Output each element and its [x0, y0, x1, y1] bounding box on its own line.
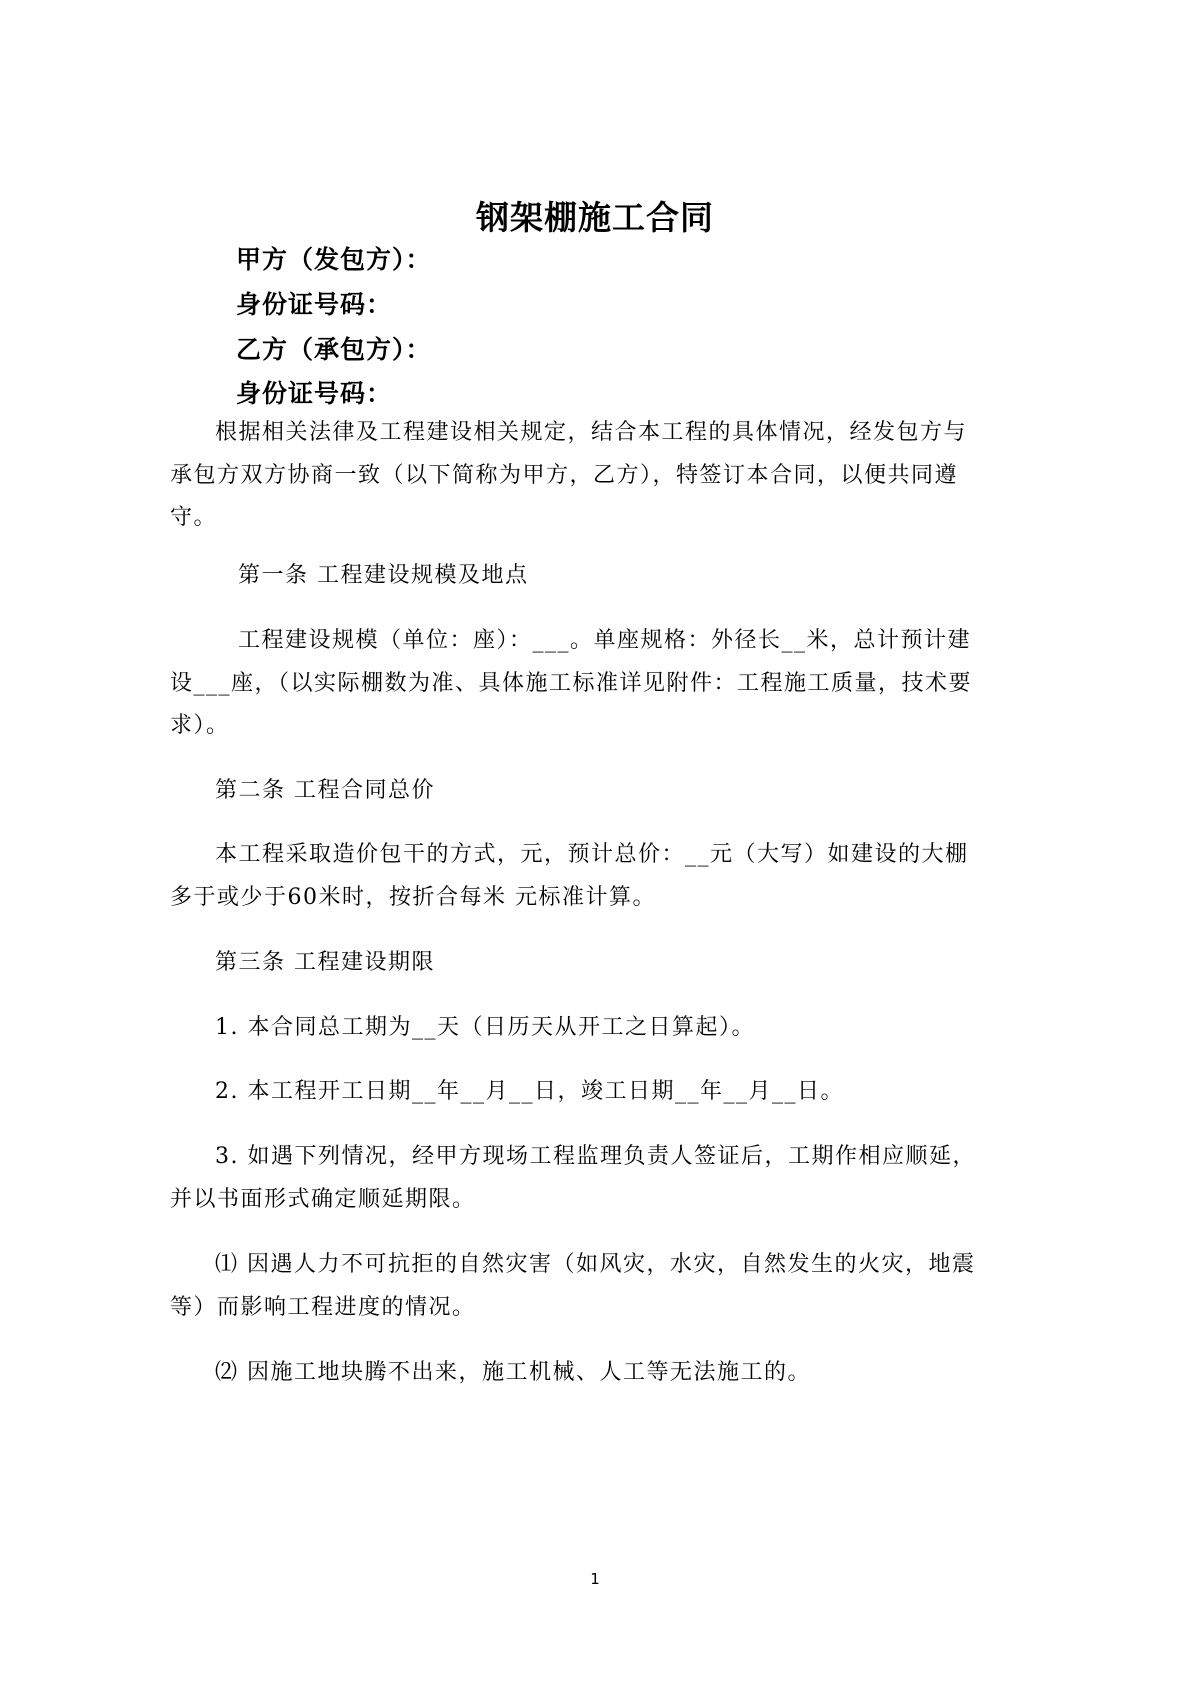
party-a-id-label: 身份证号码：	[236, 290, 393, 319]
intro-line-3: 守。	[170, 505, 218, 530]
article-3-heading: 第三条 工程建设期限	[215, 950, 435, 975]
article-1-line-1: 工程建设规模（单位：座）：___。单座规格：外径长__米，总计预计建	[238, 628, 972, 653]
article-2-heading: 第二条 工程合同总价	[215, 778, 435, 803]
article-3-item-1: 1. 本合同总工期为__天（日历天从开工之日算起）。	[215, 1015, 755, 1040]
page-number: 1	[590, 1570, 600, 1588]
article-1-line-2: 设___座，（以实际棚数为准、具体施工标准详见附件：工程施工质量，技术要	[170, 671, 973, 696]
article-3-item-3-line-1: 3. 如遇下列情况，经甲方现场工程监理负责人签证后，工期作相应顺延，	[215, 1144, 976, 1169]
article-2-line-1: 本工程采取造价包干的方式，元，预计总价：__元（大写）如建设的大棚	[215, 842, 969, 867]
intro-line-2: 承包方双方协商一致（以下简称为甲方，乙方），特签订本合同，以便共同遵	[170, 463, 959, 488]
intro-line-1: 根据相关法律及工程建设相关规定，结合本工程的具体情况，经发包方与	[215, 420, 968, 445]
party-a-label: 甲方（发包方）：	[236, 245, 432, 274]
document-title: 钢架棚施工合同	[476, 198, 714, 237]
article-1-heading: 第一条 工程建设规模及地点	[238, 563, 529, 588]
article-3-sub-2: ⑵ 因施工地块腾不出来，施工机械、人工等无法施工的。	[215, 1360, 811, 1385]
party-b-label: 乙方（承包方）：	[236, 335, 432, 364]
party-b-id-label: 身份证号码：	[236, 379, 393, 408]
article-2-line-2: 多于或少于60米时，按折合每米 元标准计算。	[170, 885, 656, 910]
article-1-line-3: 求）。	[170, 713, 230, 738]
article-3-item-3-line-2: 并以书面形式确定顺延期限。	[170, 1187, 476, 1212]
article-3-item-2: 2. 本工程开工日期__年__月__日，竣工日期__年__月__日。	[215, 1079, 844, 1104]
article-3-sub-1-line-2: 等）而影响工程进度的情况。	[170, 1295, 476, 1320]
article-3-sub-1-line-1: ⑴ 因遇人力不可抗拒的自然灾害（如风灾，水灾，自然发生的火灾，地震	[215, 1252, 976, 1277]
